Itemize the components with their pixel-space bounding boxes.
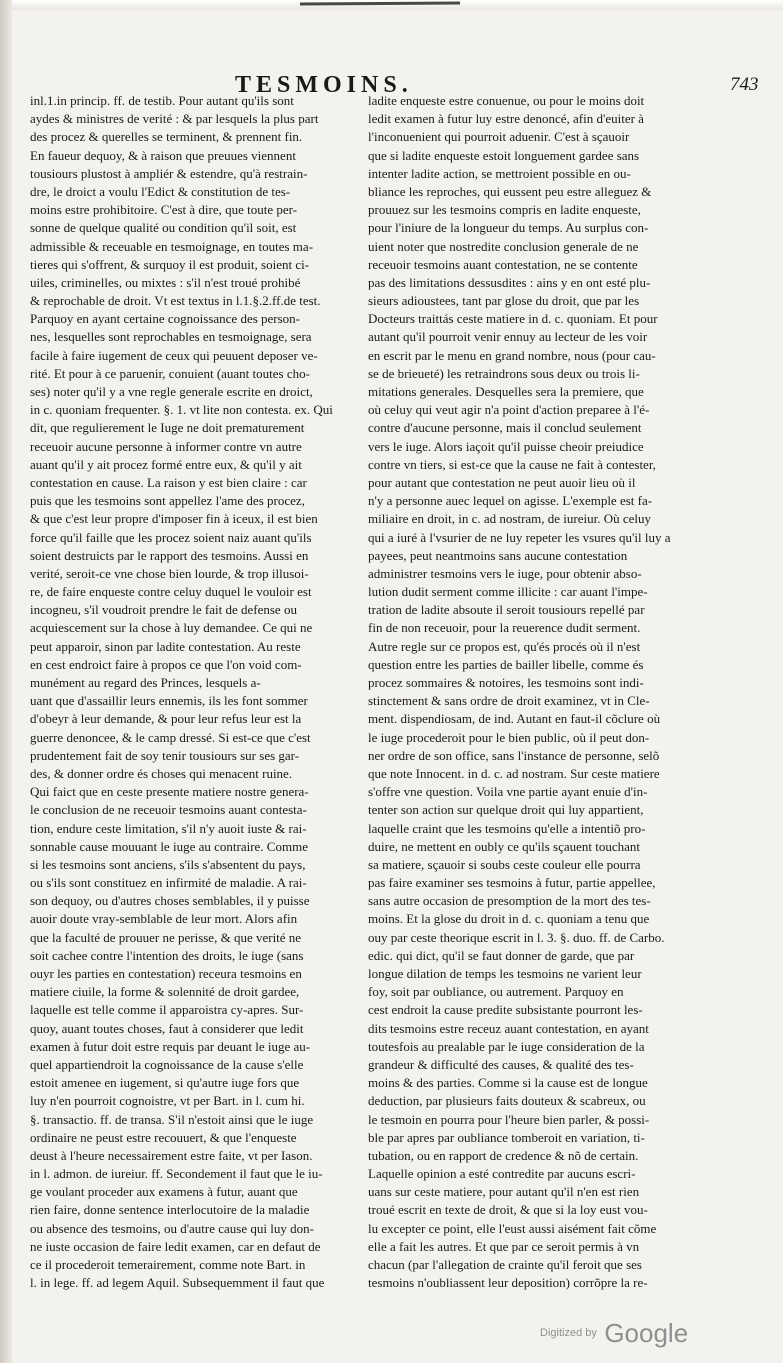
ink-scratch — [300, 1, 460, 5]
text-line: soient destruicts par le rapport des tesmoins. Aussi en — [30, 547, 309, 563]
text-line: l. in lege. ff. ad legem Aquil. Subsequemment il faut que — [30, 1275, 325, 1291]
text-line: moins & des parties. Comme si la cause est de longue — [368, 1075, 648, 1091]
text-line: le conclusion de ne receuoir tesmoins auant contesta- — [30, 802, 307, 818]
text-line: dits tesmoins estre receuz auant contestation, en ayant — [368, 1020, 649, 1036]
text-line: tubation, ou en rapport de credence & nõ de certain. — [368, 1147, 639, 1163]
text-line: duire, ne mettent en oubly ce qu'ils sçauent touchant — [368, 838, 641, 854]
text-line: dit, que regulierement le Iuge ne doit prematurement — [30, 420, 305, 436]
text-line: Parquoy en ayant certaine cognoissance des person- — [30, 311, 301, 327]
text-line: re, de faire enqueste contre celuy duquel le vouloir est — [30, 584, 312, 600]
text-line: ou s'ils sont constituez en infirmité de maladie. A rai- — [30, 875, 307, 891]
text-line: ou absence des tesmoins, ou d'autre cause qui luy don- — [30, 1220, 314, 1236]
text-line: nes, lesquelles sont reprochables en tesmoignage, sera — [30, 329, 312, 345]
text-line: examen à futur doit estre requis par deuant le iuge au- — [30, 1038, 311, 1054]
text-line: ouy par ceste theorique escrit in l. 3. §. duo. ff. de Carbo. — [368, 929, 665, 945]
text-line: ble par apres par oubliance tomberoit en variation, ti- — [368, 1129, 645, 1145]
text-line: que la faculté de prouuer ne perisse, & que verité ne — [30, 929, 302, 945]
digitized-label: Digitized by — [540, 1327, 597, 1339]
text-line — [368, 1292, 694, 1294]
text-line: uiles, criminelles, ou mixtes : s'il n'est troué prohibé — [30, 274, 301, 290]
text-line: lu excepter ce point, elle l'eust aussi aisément fait cõme — [368, 1220, 657, 1236]
text-line: moins estre prohibitoire. C'est à dire, que toute per- — [30, 202, 298, 218]
text-line: sans autre occasion de presomption de la mort des tes- — [368, 893, 651, 909]
text-line: Autre regle sur ce propos est, qu'és procés où il n'est — [368, 638, 641, 654]
left-column — [30, 92, 362, 1294]
text-line: n'y a personne auec lequel on agisse. L'exemple est fa- — [368, 493, 653, 509]
google-digitized-watermark — [540, 1318, 688, 1349]
text-line: ledit examen à futur luy estre denoncé, afin d'euiter à — [368, 111, 644, 127]
text-line: contre d'aucune personne, mais il conclud seulement — [368, 420, 642, 436]
text-line: puis que les tesmoins sont appellez l'ame des procez, — [30, 493, 305, 509]
text-line: contestation en cause. La raison y est bien claire : car — [30, 474, 307, 490]
text-line: in l. admon. de iureiur. ff. Secondement il faut que le iu- — [30, 1166, 323, 1182]
text-line: ge voulant proceder aux examens à futur, auant que — [30, 1184, 298, 1200]
text-line: estoit amenee en iugement, si qu'autre iuge fors que — [30, 1075, 300, 1091]
text-line: ment. dispendiosam, de ind. Autant en faut-il cõclure où — [368, 711, 661, 727]
text-line: en escrit par le menu en grand nombre, nous (pour cau- — [368, 347, 656, 363]
text-line: si les tesmoins sont anciens, s'ils s'absentent du pays, — [30, 856, 306, 872]
text-line: s'offre vne question. Voila vne partie ayant enuie d'in- — [368, 784, 648, 800]
text-line: aydes & ministres de verité : & par lesquels la plus part — [30, 111, 319, 127]
text-line: sonnable cause mouuant le iuge au contraire. Comme — [30, 838, 308, 854]
text-line: longue dilation de temps les tesmoins ne varient leur — [368, 966, 642, 981]
text-line: où celuy qui veut agir n'a point d'action preparee à l'é- — [368, 402, 650, 418]
text-line: sieurs adioustees, tant par glose du droit, que par les — [368, 293, 640, 309]
text-line: cest endroit la cause predite subsistante pourront les- — [368, 1002, 643, 1018]
text-line: ses) noter qu'il y a vne regle generale escrite en droict, — [30, 384, 313, 399]
text-line: l'inconuenient qui pourroit aduenir. C'est à sçauoir — [368, 129, 630, 145]
text-line: & reprochable de droit. Vt est textus in l.1.§.2.ff.de test. — [30, 293, 321, 309]
text-line: tration de ladite absoute il seroit tousiours repellé par — [368, 602, 645, 618]
text-line: soit cachee contre l'intention des droits, le iuge (sans — [30, 947, 304, 963]
text-line: foy, soit par oubliance, ou autrement. Parquoy en — [368, 984, 624, 1000]
text-line: in c. quoniam frequenter. §. 1. vt lite non contesta. ex. Qui — [30, 402, 333, 418]
text-line: contre vn tiers, si est-ce que la cause ne fait à contester, — [368, 456, 656, 472]
text-line: tesmoins n'oubliassent leur deposition) corrõpre la re- — [368, 1275, 648, 1291]
text-line: d'obeyr à leur demande, & pour leur refus leur est la — [30, 711, 302, 727]
page-number: 743 — [730, 74, 759, 95]
text-line: matiere ciuile, la forme & solennité de droit gardee, — [30, 984, 300, 1000]
text-line: ner ordre de son office, sans l'instance de personne, selõ — [368, 747, 660, 763]
text-line: tenter son action sur quelque droit qui luy appartient, — [368, 802, 644, 818]
text-line: ce il procederoit temerairement, comme note Bart. in — [30, 1257, 306, 1272]
text-line: mitations generales. Desquelles sera la premiere, que — [368, 384, 644, 399]
text-line: quoy, auant toutes choses, faut à considerer que ledit — [30, 1020, 304, 1036]
text-line: question entre les parties de bailler libelle, comme és — [368, 656, 644, 672]
text-line: bliance les reproches, qui eussent peu estre alleguez & — [368, 183, 652, 199]
text-line: le iuge procederoit pour le bien public, où il peut don- — [368, 729, 650, 745]
text-line: auoir doute vray-semblable de leur mort. Alors afin — [30, 911, 298, 927]
text-line: laquelle est telle comme il apparoistra cy-apres. Sur- — [30, 1002, 304, 1018]
text-line: pas des limitations dessusdites : ains y en ont esté plu- — [368, 274, 651, 290]
text-line: incogneu, s'il voudroit prendre le fait de defense ou — [30, 602, 297, 618]
text-line: auant qu'il y ait procez formé entre eux, & qu'il y ait — [30, 456, 302, 472]
running-head: TESMOINS. — [235, 72, 413, 98]
text-line: edic. qui dict, qu'il se faut donner de garde, que par — [368, 947, 635, 963]
text-line: munément au regard des Princes, lesquels a- — [30, 675, 261, 690]
text-line: que note Innocent. in d. c. ad nostram. Sur ceste matiere — [368, 765, 660, 781]
text-line: deduction, par plusieurs faits douteux & scabreux, ou — [368, 1093, 646, 1109]
text-line: Laquelle opinion a esté contredite par aucuns escri- — [368, 1166, 636, 1182]
text-line: lution dudit serment comme illicite : car auant l'impe- — [368, 584, 648, 600]
text-line: En faueur dequoy, & à raison que preuues viennent — [30, 147, 296, 163]
text-line: autant qu'il pourroit venir ennuy au lecteur de les voir — [368, 329, 648, 345]
text-line: rien faire, donne sentence interlocutoire de la maladie — [30, 1202, 310, 1218]
text-line: laquelle craint que les tesmoins qu'elle a intentiõ pro- — [368, 820, 646, 836]
text-line: ladite enqueste estre conuenue, ou pour le moins doit — [368, 93, 645, 108]
text-line: quel appartiendroit la cognoissance de la cause s'elle — [30, 1056, 304, 1072]
text-line: Qui faict que en ceste presente matiere nostre genera- — [30, 784, 309, 800]
text-line: guerre denoncee, & le camp dressé. Si est-ce que c'est — [30, 729, 311, 745]
text-line: receuoir aucune personne à informer contre vn autre — [30, 438, 302, 454]
text-line: sonne de quelque qualité ou condition qu'il soit, est — [30, 220, 297, 236]
text-line: sa matiere, sçauoir si soubs ceste couleur elle pourra — [368, 856, 641, 872]
text-line: moins. Et la glose du droit in d. c. quoniam a tenu que — [368, 911, 650, 927]
text-line: peut apparoir, sinon par ladite contestation. Au reste — [30, 638, 301, 654]
text-line: intenter ladite action, se mettroient possible en ou- — [368, 165, 631, 181]
text-line: prudentement fait de soy tenir tousiours sur ses gar- — [30, 747, 300, 763]
text-line: & que c'est leur propre d'imposer fin à iceux, il est bien — [30, 511, 318, 527]
text-line: qui a iuré à l'vsurier de ne luy repeter les vsures qu'il luy a — [368, 529, 671, 545]
google-brand: Google — [604, 1318, 689, 1348]
text-line: des, & donner ordre és choses qui menacent ruine. — [30, 765, 293, 781]
text-line: se de brieueté) les retraindrons sous deux ou trois li- — [368, 365, 640, 381]
text-line: tieres qui s'offrent, & surquoy il est produit, soient ci- — [30, 256, 310, 272]
text-line: ouyr les parties en contestation) receura tesmoins en — [30, 966, 302, 981]
binding-gutter — [0, 0, 12, 1363]
text-line: uient noter que nostredite conclusion generale de ne — [368, 238, 639, 254]
text-line: admissible & receuable en tesmoignage, en toutes ma- — [30, 238, 314, 254]
text-line: receuoir tesmoins auant contestation, ne se contente — [368, 256, 638, 272]
text-line: en cest endroict faire à propos ce que l'on void com- — [30, 656, 302, 672]
text-line: acquiescement sur la chose à luy demandee. Ce qui ne — [30, 620, 313, 636]
text-line: miliaire en droit, in c. ad nostram, de iureiur. Où celuy — [368, 511, 652, 527]
text-line: fin de non receuoir, pour la reuerence dudit serment. — [368, 620, 641, 636]
text-line: troué escrit en texte de droit, & que si la loy eust vou- — [368, 1202, 648, 1218]
text-line: Docteurs traittás ceste matiere in d. c. quoniam. Et pour — [368, 311, 658, 327]
text-line: force qu'il faille que les procez soient naiz auant qu'ils — [30, 529, 312, 545]
text-line: payees, peut neantmoins sans aucune contestation — [368, 547, 628, 563]
text-line: tousiours plustost à ampliér & estendre, qu'à restrain- — [30, 165, 308, 181]
text-line: ne iuste occasion de faire ledit examen, car en defaut de — [30, 1238, 321, 1254]
text-line: toutesfois au prealable par le iuge consideration de la — [368, 1038, 645, 1054]
text-line: vers le iuge. Alors iaçoit qu'il puisse cheoir preiudice — [368, 438, 644, 454]
text-line — [30, 1292, 362, 1294]
text-line: facile à faire iugement de ceux qui peuuent deposer ve- — [30, 347, 318, 363]
text-line: rité. Et pour à ce paruenir, conuient (auant toutes cho- — [30, 365, 310, 381]
text-line: prouuez sur les tesmoins compris en ladite enqueste, — [368, 202, 641, 218]
text-line: elle a fait les autres. Et que par ce seroit permis à vn — [368, 1238, 640, 1254]
text-line: que si ladite enqueste estoit longuement gardee sans — [368, 147, 640, 163]
text-line: uant que d'assaillir leurs ennemis, ils les font sommer — [30, 693, 308, 709]
text-line: administrer tesmoins vers le iuge, pour obtenir abso- — [368, 565, 642, 581]
text-line: grandeur & difficulté des causes, & qualité des tes- — [368, 1056, 634, 1072]
text-line: son dequoy, ou d'autres choses semblables, il y puisse — [30, 893, 310, 909]
text-line: pour l'iniure de la longueur du temps. Au surplus con- — [368, 220, 649, 236]
text-line: verité, seroit-ce vne chose bien lourde, & trop illusoi- — [30, 565, 309, 581]
text-line: dre, le droict a voulu l'Edict & constitution de tes- — [30, 183, 291, 199]
text-line: chacun (par l'allegation de crainte qu'il feroit que ses — [368, 1257, 642, 1272]
text-line: deust à l'heure necessairement estre faite, vt per Iason. — [30, 1147, 313, 1163]
right-column — [368, 92, 694, 1294]
page-top-edge — [0, 0, 783, 10]
text-line: ordinaire ne peust estre recouuert, & que l'enqueste — [30, 1129, 297, 1145]
text-line: des procez & querelles se terminent, & prennent fin. — [30, 129, 303, 145]
text-line: tion, endure ceste limitation, s'il n'y auoit iuste & rai- — [30, 820, 307, 836]
text-line: le tesmoin en pourra pour l'heure bien parler, & possi- — [368, 1111, 650, 1127]
text-line: uans sur ceste matiere, pour autant qu'il n'en est rien — [368, 1184, 640, 1200]
text-line: pas faire examiner ses tesmoins à futur, partie appellee, — [368, 875, 656, 891]
text-line: §. transactio. ff. de transa. S'il n'estoit ainsi que le iuge — [30, 1111, 314, 1127]
text-line: pour autant que contestation ne peut auoir lieu où il — [368, 474, 636, 490]
text-line: inl.1.in princip. ff. de testib. Pour autant qu'ils sont — [30, 93, 294, 108]
text-line: luy n'en pourroit cognoistre, vt per Bart. in l. cum hi. — [30, 1093, 305, 1109]
text-line: stinctement & sans ordre de droit examinez, vt in Cle- — [368, 693, 650, 709]
text-line: procez sommaires & notoires, les tesmoins sont indi- — [368, 675, 644, 690]
